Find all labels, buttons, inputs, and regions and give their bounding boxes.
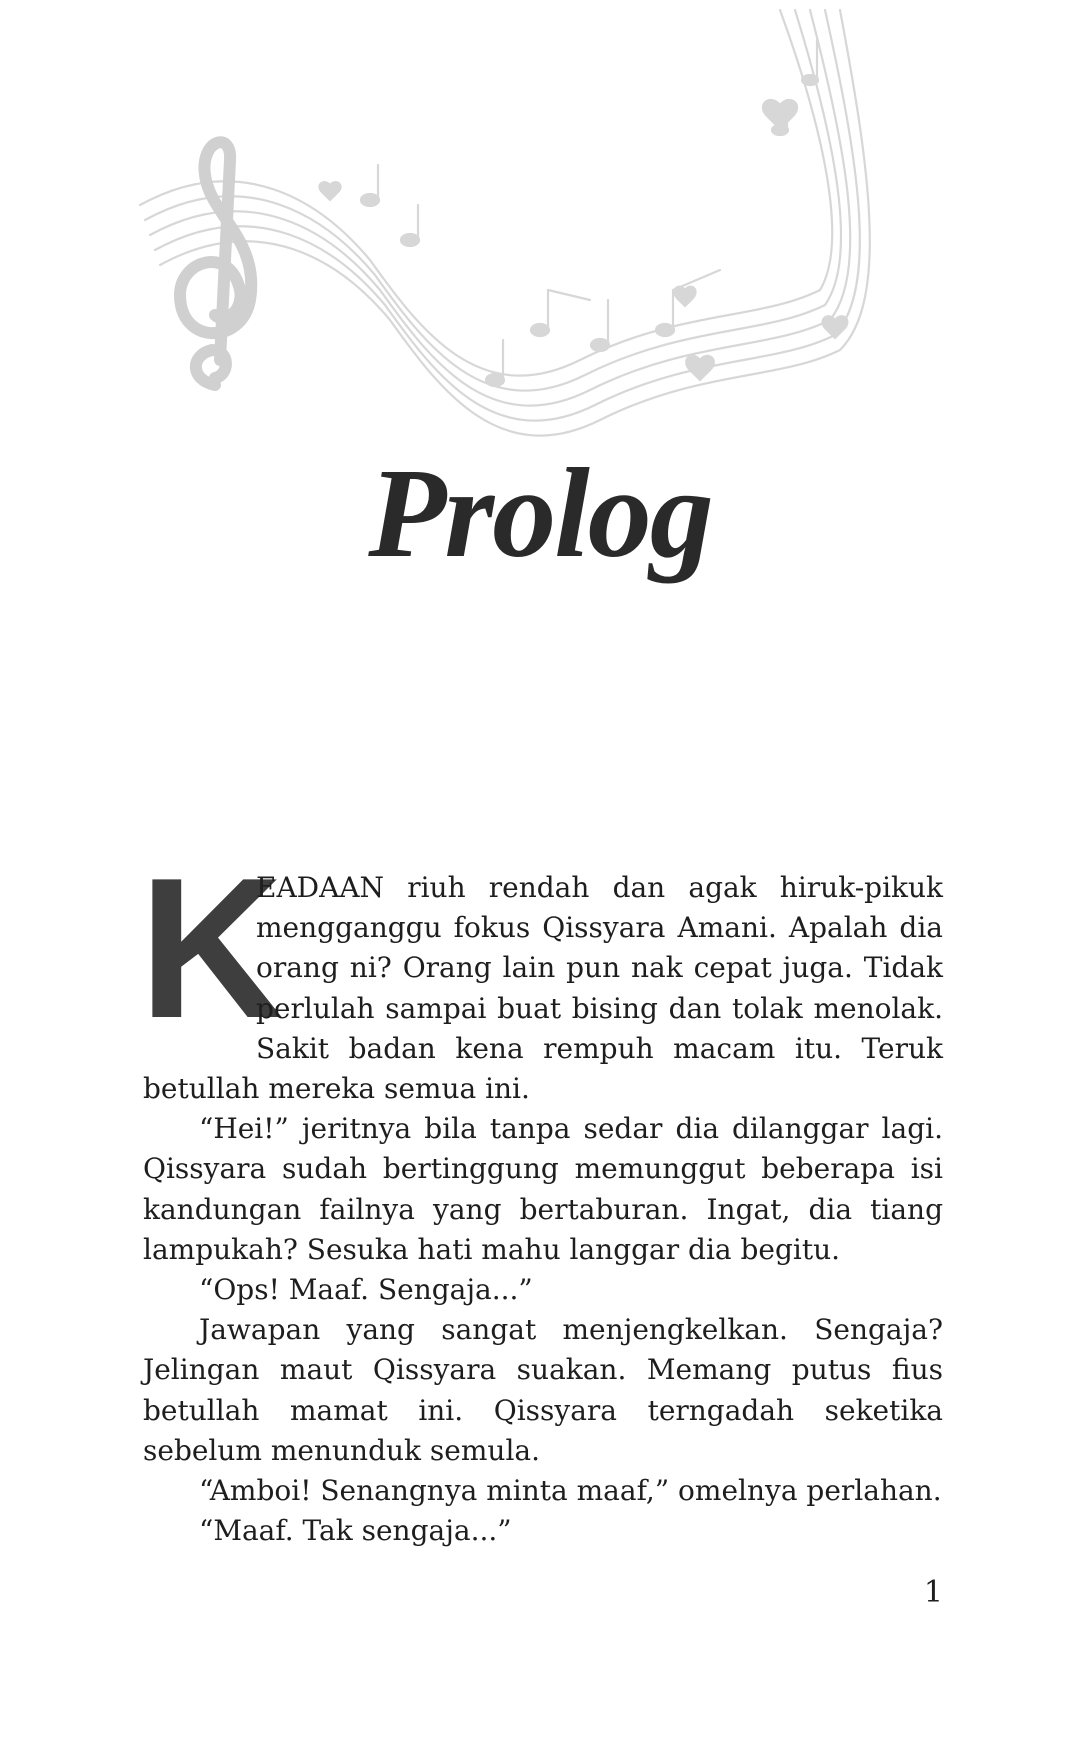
paragraph: “Ops! Maaf. Sengaja...” xyxy=(199,1273,533,1307)
opening-paragraph xyxy=(139,837,943,1109)
opening-paragraph-text: EADAAN riuh rendah dan agak hiruk-pikuk mengganggu fokus Qissyara Amani. Apalah dia orang ni? Orang lain pun nak cepat juga. Tidak perlulah sampai buat bising dan tolak menolak. Sakit badan kena rempuh macam itu. Teruk betullah mereka semua ini. xyxy=(143,871,943,1106)
body-text xyxy=(139,837,943,1551)
page-number: 1 xyxy=(923,1575,943,1610)
paragraph: “Amboi! Senangnya minta maaf,” omelnya perlahan. xyxy=(199,1474,942,1508)
paragraph: Jawapan yang sangat menjengkelkan. Sengaja? Jelingan maut Qissyara suakan. Memang putus fius betullah mamat ini. Qissyara terngadah seketika sebelum menunduk semula. xyxy=(143,1313,943,1467)
music-staff-decoration-icon xyxy=(120,0,920,490)
chapter-title: Prolog xyxy=(368,442,712,584)
drop-cap: K xyxy=(139,837,284,1060)
paragraph: “Maaf. Tak sengaja...” xyxy=(199,1514,512,1548)
paragraph: “Hei!” jeritnya bila tanpa sedar dia dilanggar lagi. Qissyara sudah bertinggung memunggut beberapa isi kandungan failnya yang bertaburan. Ingat, dia tiang lampukah? Sesuka hati mahu langgar dia begitu. xyxy=(143,1112,943,1266)
